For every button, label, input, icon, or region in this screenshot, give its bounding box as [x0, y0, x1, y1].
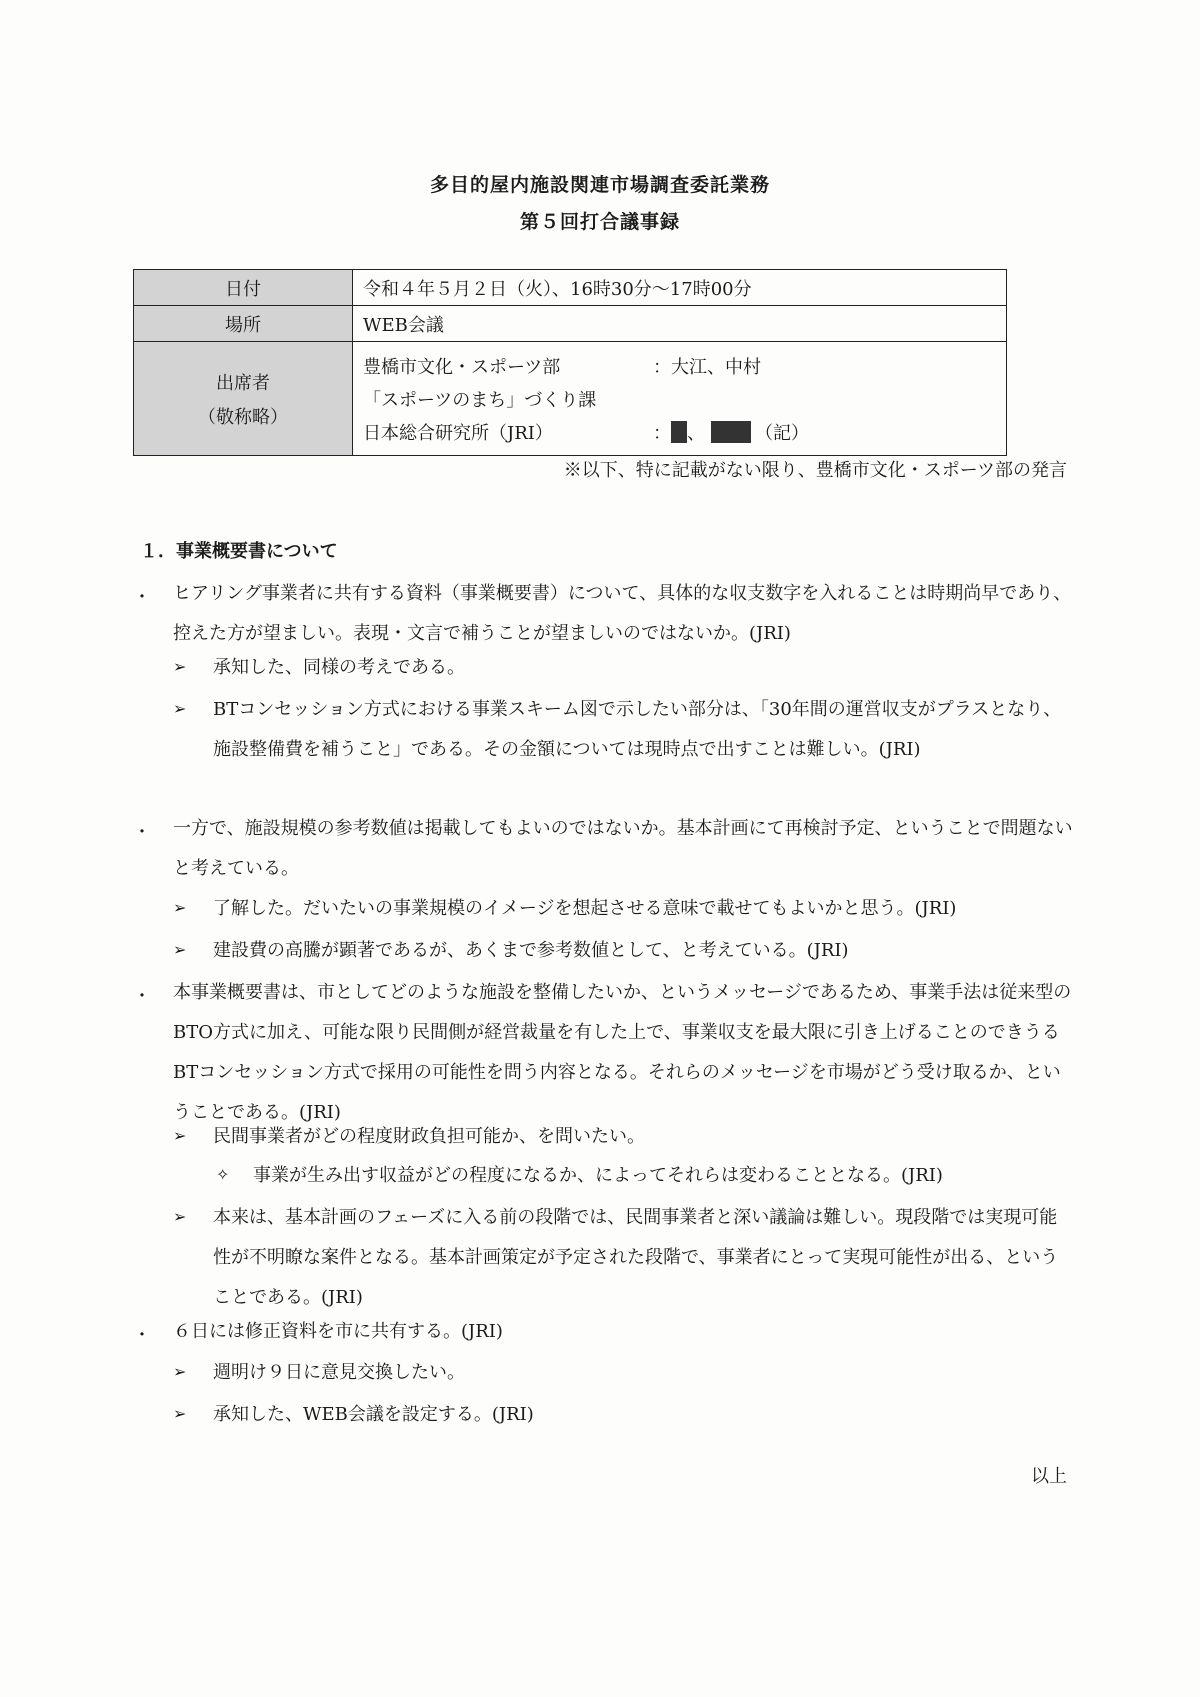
attendees-label-sub: （敬称略） [198, 406, 288, 428]
place-row [134, 306, 1007, 342]
redacted-name [671, 421, 687, 443]
list-item: 本来は、基本計画のフェーズに入る前の段階では、民間事業者と深い議論は難しい。現段階では実現可能性が不明瞭な案件となる。基本計画策定が予定された段階で、事業者にとって実現可能性が出る、ということである。(JRI) [213, 1207, 1059, 1308]
speaker-note: ※以下、特に記載がない限り、豊橋市文化・スポーツ部の発言 [563, 460, 1067, 481]
arrow-icon: ➢ [173, 657, 187, 676]
arrow-icon: ➢ [173, 898, 187, 917]
arrow-icon: ➢ [173, 1362, 187, 1381]
attendees-label-cell [134, 342, 353, 456]
closing-mark: 以上 [1031, 1466, 1067, 1487]
list-item: ヒアリング事業者に共有する資料（事業概要書）について、具体的な収支数字を入れることは時期尚早であり、控えた方が望ましい。表現・文言で補うことが望ましいのではないか。(JRI) [173, 583, 1072, 644]
arrow-icon: ➢ [173, 1207, 187, 1226]
arrow-icon: ➢ [173, 1404, 187, 1423]
attendees-value [353, 342, 1007, 456]
arrow-icon: ➢ [173, 699, 187, 718]
list-item: 承知した、同様の考えである。 [213, 657, 465, 678]
redacted-name [711, 421, 751, 443]
bullet-marker: ・ [133, 1325, 151, 1346]
attendees-label: 出席者 [216, 372, 270, 394]
attendee-org: 「スポーツのまち」づくり課 [363, 389, 597, 411]
name-separator: 、 [687, 422, 705, 444]
attendee-org: 日本総合研究所（JRI） [363, 422, 553, 444]
place-label: 場所 [134, 306, 353, 342]
arrow-icon: ➢ [173, 1126, 187, 1145]
place-value: WEB会議 [353, 306, 1007, 342]
attendee-org: 豊橋市文化・スポーツ部 [363, 356, 561, 378]
list-item: 週明け９日に意見交換したい。 [213, 1362, 465, 1383]
attendee-names: ：大江、中村 [653, 356, 761, 378]
list-item: 承知した、WEB会議を設定する。(JRI) [213, 1404, 534, 1425]
arrow-icon: ➢ [173, 940, 187, 959]
attendee-line [363, 349, 1005, 382]
list-item: BTコンセッション方式における事業スキーム図で示したい部分は、「30年間の運営収支がプラスとなり、施設整備費を補うこと」である。その金額については現時点で出すことは難しい。(JRI) [213, 699, 1062, 760]
list-item: 民間事業者がどの程度財政負担可能か、を問いたい。 [213, 1126, 645, 1147]
section-heading: １．事業概要書について [140, 541, 338, 562]
list-item: 建設費の高騰が顕著であるが、あくまで参考数値として、と考えている。(JRI) [213, 940, 849, 961]
bullet-marker: ・ [133, 822, 151, 843]
bullet-marker: ・ [133, 986, 151, 1007]
list-item: 了解した。だいたいの事業規模のイメージを想起させる意味で載せてもよいかと思う。(JRI) [213, 898, 957, 919]
attendee-line [363, 382, 1005, 415]
document-subtitle: 第５回打合議事録 [519, 211, 680, 233]
attendees-row [134, 342, 1007, 456]
list-item: 一方で、施設規模の参考数値は掲載してもよいのではないか。基本計画にて再検討予定、ということで問題ないと考えている。 [173, 818, 1073, 879]
attendee-names: ： [653, 422, 671, 444]
list-item: 事業が生み出す収益がどの程度になるか、によってそれらは変わることとなる。(JRI) [253, 1165, 943, 1186]
list-item: ６日には修正資料を市に共有する。(JRI) [173, 1321, 503, 1342]
list-item: 本事業概要書は、市としてどのような施設を整備したいか、というメッセージであるため、事業手法は従来型のBTO方式に加え、可能な限り民間側が経営裁量を有した上で、事業収支を最大限に引き上げることのできうるBTコンセッション方式で採用の可能性を問う内容となる。それらのメッセージを市場がどう受け取るか、ということである。(JRI) [173, 982, 1072, 1123]
date-value: 令和４年５月２日（火）、16時30分～17時00分 [353, 270, 1007, 306]
diamond-icon: ✧ [216, 1165, 230, 1184]
meeting-info-table [133, 269, 1007, 456]
date-label: 日付 [134, 270, 353, 306]
recorder-note: （記） [755, 422, 809, 444]
attendee-line [363, 415, 1005, 448]
date-row [134, 270, 1007, 306]
document-title: 多目的屋内施設関連市場調査委託業務 [429, 174, 770, 196]
bullet-marker: ・ [133, 587, 151, 608]
